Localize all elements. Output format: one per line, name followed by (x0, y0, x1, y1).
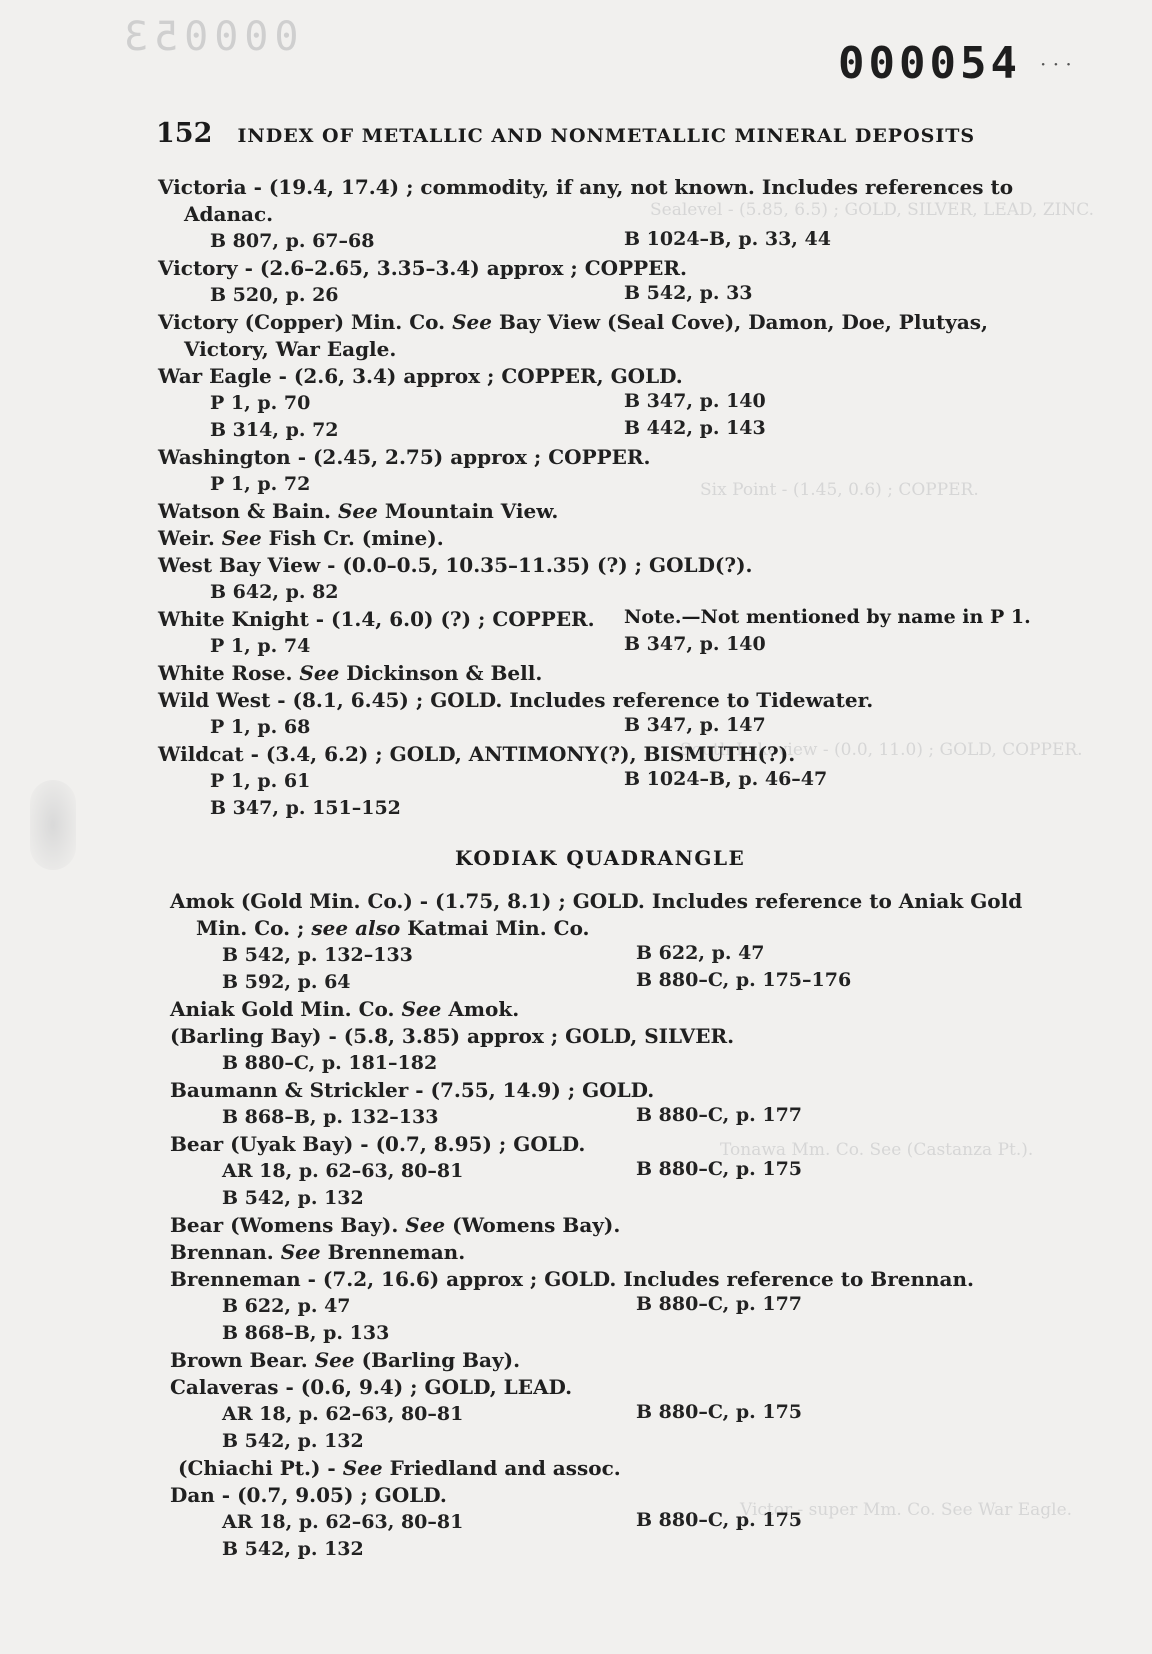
reference-row (158, 282, 1058, 309)
entry-chiachi (170, 1455, 1070, 1482)
entry-line: Wild West - (8.1, 6.45) ; GOLD. Includes reference to Tidewater. (158, 688, 874, 712)
see-also-label: see also (311, 916, 401, 940)
stamp-number: 000054 (838, 38, 1021, 89)
bleed-through-text: Victor - super Mm. Co. See War Eagle. (740, 1500, 1073, 1520)
entry-line: Victory - (2.6–2.65, 3.35–3.4) approx ; COPPER. (158, 256, 688, 280)
reference-row (158, 471, 1058, 498)
reference-row (170, 1185, 1070, 1212)
entry-line: West Bay View - (0.0–0.5, 10.35–11.35) (?) ; GOLD(?). (158, 553, 753, 577)
reference: B 347, p. 147 (624, 714, 766, 736)
reference-row (158, 228, 1058, 255)
reference-row (158, 417, 1058, 444)
reference-row (170, 1104, 1070, 1131)
entry-white-rose (158, 660, 1058, 687)
entry-line (170, 915, 1070, 942)
reference: B 542, p. 132–133 (222, 944, 413, 966)
bleed-through-text: Tonawa Mm. Co. See (Castanza Pt.). (720, 1140, 1034, 1160)
reference-row (158, 390, 1058, 417)
see-label: See (342, 1456, 383, 1480)
see-label: See (405, 1213, 446, 1237)
see-label: See (401, 997, 442, 1021)
reference-row (170, 969, 1070, 996)
reference-row (170, 1293, 1070, 1320)
entry-aniak (170, 996, 1070, 1023)
cross-reference: Brenneman. (327, 1240, 466, 1264)
reference: B 880–C, p. 175 (636, 1158, 803, 1180)
reference: B 868–B, p. 133 (222, 1322, 390, 1344)
kodiak-entries (170, 888, 1073, 1563)
reference: B 1024–B, p. 46–47 (624, 768, 828, 790)
reference: B 542, p. 132 (222, 1538, 364, 1560)
cross-reference: Mountain View. (384, 499, 559, 523)
entry-name: Bear (Womens Bay). (170, 1213, 399, 1237)
entry-name: White Rose. (158, 661, 293, 685)
page-title: INDEX OF METALLIC AND NONMETALLIC MINERAL DEPOSITS (237, 125, 976, 147)
entry-washington (158, 444, 1058, 498)
reference: B 1024–B, p. 33, 44 (624, 228, 831, 250)
bleed-through-text: Sealevel - (5.85, 6.5) ; GOLD, SILVER, LEAD, ZINC. (650, 200, 1095, 220)
stamp-dots: · · · (1040, 52, 1072, 76)
reference-row (158, 633, 1058, 660)
see-label: See (280, 1240, 321, 1264)
reference: B 347, p. 151–152 (210, 797, 401, 819)
reference: B 592, p. 64 (222, 971, 351, 993)
reference: B 880–C, p. 177 (636, 1293, 803, 1315)
entry-bear-uyak (170, 1131, 1070, 1212)
reference-row (170, 1509, 1070, 1536)
see-label: See (299, 661, 340, 685)
reference: P 1, p. 74 (210, 635, 311, 657)
cross-reference: Amok. (448, 997, 520, 1021)
entry-line: (Barling Bay) - (5.8, 3.85) approx ; GOLD, SILVER. (170, 1024, 735, 1048)
see-label: See (221, 526, 262, 550)
see-label: See (452, 310, 492, 334)
entry-name: Weir. (158, 526, 215, 550)
reference-row (170, 1158, 1070, 1185)
reference: P 1, p. 72 (210, 473, 311, 495)
entry-victory (158, 255, 1058, 309)
reference: B 442, p. 143 (624, 417, 766, 439)
reference: B 622, p. 47 (222, 1295, 351, 1317)
bleed-through-text: Six Point - (1.45, 0.6) ; COPPER. (700, 480, 979, 500)
reference: B 880–C, p. 177 (636, 1104, 803, 1126)
section-heading: KODIAK QUADRANGLE (455, 846, 746, 870)
bleed-through-text: South Lakeview - (0.0, 11.0) ; GOLD, COPPER. (680, 740, 1083, 760)
entry-name: Watson & Bain. (158, 499, 332, 523)
note-text: Note.—Not mentioned by name in P 1. (624, 606, 1031, 628)
upper-entries (158, 174, 1058, 822)
entry-barling-bay (170, 1023, 1070, 1077)
reference-row (170, 1536, 1070, 1563)
reference: P 1, p. 70 (210, 392, 311, 414)
entry-weir (158, 525, 1058, 552)
entry-west-bay-view (158, 552, 1058, 606)
entry-brennan (170, 1239, 1070, 1266)
reference: B 314, p. 72 (210, 419, 339, 441)
entry-line: Baumann & Strickler - (7.55, 14.9) ; GOLD. (170, 1078, 655, 1102)
page-header (156, 118, 975, 149)
entry-line: Brenneman - (7.2, 16.6) approx ; GOLD. Includes reference to Brennan. (170, 1267, 974, 1291)
entry-wildcat (158, 741, 1058, 822)
reference-row (158, 795, 1058, 822)
reference-row (170, 1320, 1070, 1347)
entry-bear-womens (170, 1212, 1070, 1239)
entry-brenneman (170, 1266, 1070, 1347)
reference: AR 18, p. 62–63, 80–81 (222, 1403, 464, 1425)
see-label: See (314, 1348, 355, 1372)
entry-victory-copper (158, 309, 1058, 363)
reference-row (170, 1401, 1070, 1428)
stamp-number-faint: 000053 (118, 14, 299, 60)
reference-row (170, 1050, 1070, 1077)
page-number: 152 (156, 118, 213, 149)
reference-row (158, 579, 1058, 606)
reference: B 880–C, p. 175 (636, 1401, 803, 1423)
scan-smudge (30, 780, 76, 870)
entry-line: Calaveras - (0.6, 9.4) ; GOLD, LEAD. (170, 1375, 573, 1399)
entry-victoria (158, 174, 1058, 255)
reference-row (158, 714, 1058, 741)
entry-line (158, 309, 1058, 336)
cross-reference: (Womens Bay). (452, 1213, 621, 1237)
reference: B 880–C, p. 181–182 (222, 1052, 438, 1074)
entry-name: (Chiachi Pt.) - (178, 1456, 336, 1480)
reference: P 1, p. 61 (210, 770, 311, 792)
reference: B 880–C, p. 175–176 (636, 969, 852, 991)
reference: B 868–B, p. 132–133 (222, 1106, 439, 1128)
reference: B 520, p. 26 (210, 284, 339, 306)
entry-line: Victoria - (19.4, 17.4) ; commodity, if any, not known. Includes references to (158, 175, 1014, 199)
entry-line: Wildcat - (3.4, 6.2) ; GOLD, ANTIMONY(?), BISMUTH(?). (158, 742, 796, 766)
cross-reference: (Barling Bay). (361, 1348, 521, 1372)
entry-amok (170, 888, 1070, 996)
reference: P 1, p. 68 (210, 716, 311, 738)
reference: B 880–C, p. 175 (636, 1509, 803, 1531)
cross-reference: Friedland and assoc. (389, 1456, 621, 1480)
cross-reference: Dickinson & Bell. (346, 661, 543, 685)
reference: B 622, p. 47 (636, 942, 765, 964)
entry-watson-bain (158, 498, 1058, 525)
reference: B 807, p. 67–68 (210, 230, 375, 252)
cross-reference: Bay View (Seal Cove), Damon, Doe, Plutyas, (498, 310, 989, 334)
entry-line: Victory, War Eagle. (184, 337, 397, 361)
reference: B 642, p. 82 (210, 581, 339, 603)
entry-line: Bear (Uyak Bay) - (0.7, 8.95) ; GOLD. (170, 1132, 586, 1156)
entry-dan (170, 1482, 1073, 1563)
reference-row (170, 942, 1070, 969)
entry-line: Adanac. (184, 202, 274, 226)
reference: B 542, p. 33 (624, 282, 753, 304)
reference-row (170, 1428, 1070, 1455)
reference: B 347, p. 140 (624, 633, 766, 655)
reference: AR 18, p. 62–63, 80–81 (222, 1160, 464, 1182)
entry-calaveras (170, 1374, 1070, 1455)
entry-brown-bear (170, 1347, 1070, 1374)
cross-reference: Katmai Min. Co. (407, 916, 590, 940)
entry-name: Victory (Copper) Min. Co. (158, 310, 446, 334)
entry-name: Brennan. (170, 1240, 274, 1264)
reference: AR 18, p. 62–63, 80–81 (222, 1511, 464, 1533)
entry-white-knight (158, 606, 1058, 660)
entry-text: White Knight - (1.4, 6.0) (?) ; COPPER. (158, 607, 595, 631)
entry-line: Amok (Gold Min. Co.) - (1.75, 8.1) ; GOLD. Includes reference to Aniak Gold (170, 889, 1023, 913)
cross-reference: Fish Cr. (mine). (268, 526, 444, 550)
entry-war-eagle (158, 363, 1058, 444)
entry-name: Brown Bear. (170, 1348, 308, 1372)
reference-row (158, 768, 1058, 795)
entry-baumann (170, 1077, 1070, 1131)
reference: B 542, p. 132 (222, 1430, 364, 1452)
entry-line: War Eagle - (2.6, 3.4) approx ; COPPER, GOLD. (158, 364, 683, 388)
entry-line: Dan - (0.7, 9.05) ; GOLD. (170, 1483, 447, 1507)
reference: B 542, p. 132 (222, 1187, 364, 1209)
reference: B 347, p. 140 (624, 390, 766, 412)
see-label: See (337, 499, 378, 523)
entry-line: Washington - (2.45, 2.75) approx ; COPPER. (158, 445, 651, 469)
entry-wild-west (158, 687, 1058, 741)
entry-text: Min. Co. ; (196, 916, 305, 940)
entry-name: Aniak Gold Min. Co. (170, 997, 395, 1021)
